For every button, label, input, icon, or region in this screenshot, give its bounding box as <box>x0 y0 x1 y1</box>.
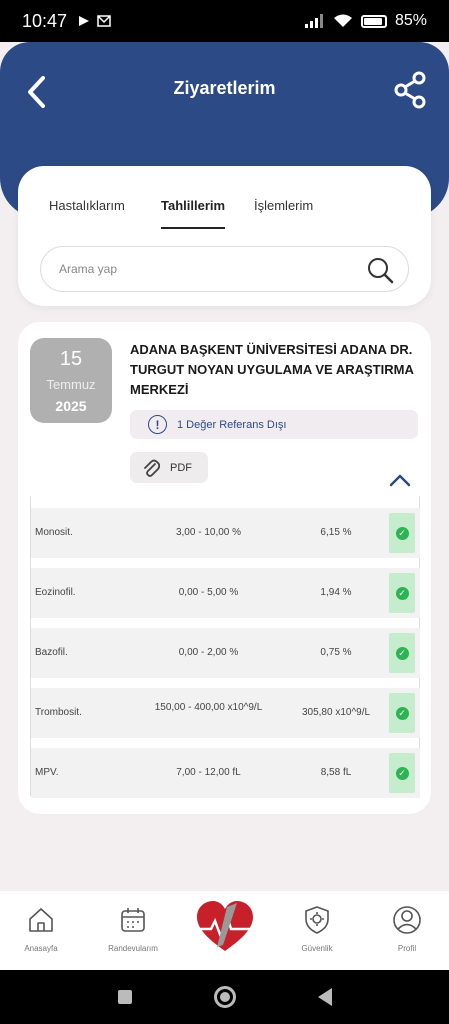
tab-tahlillerim[interactable]: Tahlillerim <box>161 198 226 213</box>
table-row <box>31 688 420 738</box>
tabs-card <box>18 166 431 306</box>
test-name: Eozinofil. <box>35 587 76 598</box>
test-value: 0,75 % <box>320 647 352 658</box>
check-icon: ✓ <box>396 647 409 660</box>
check-icon: ✓ <box>396 527 409 540</box>
page-title: Ziyaretlerim <box>173 78 276 98</box>
hospital-name: ADANA BAŞKENT ÜNİVERSİTESİ ADANA DR. TURGUT NOYAN UYGULAMA VE ARAŞTIRMA MERKEZİ <box>130 342 414 397</box>
paperclip-icon <box>142 458 160 478</box>
table-row <box>31 508 420 558</box>
search-placeholder: Arama yap <box>59 262 118 276</box>
test-name: Bazofil. <box>35 647 68 658</box>
system-nav-bar <box>0 970 449 1024</box>
notification-icon <box>77 14 91 28</box>
calendar-icon <box>118 905 148 935</box>
status-bar <box>0 0 449 42</box>
test-range: 7,00 - 12,00 fL <box>176 767 241 778</box>
bottom-nav <box>0 890 449 970</box>
chevron-up-icon[interactable] <box>388 470 412 490</box>
notification-icons <box>77 14 111 28</box>
pdf-button[interactable] <box>130 452 208 483</box>
check-icon: ✓ <box>396 707 409 720</box>
test-range: 0,00 - 5,00 % <box>178 587 239 598</box>
status-indicator <box>389 753 415 793</box>
check-icon: ✓ <box>396 587 409 600</box>
share-button[interactable] <box>393 70 429 110</box>
test-value: 1,94 % <box>320 587 352 598</box>
date-box <box>30 338 112 423</box>
active-tab-indicator <box>161 227 225 229</box>
reference-badge-text: 1 Değer Referans Dışı <box>177 418 287 431</box>
nav-item-profil[interactable] <box>367 905 447 953</box>
nav-item-heart-logo[interactable] <box>185 899 265 955</box>
test-value: 305,80 x10^9/L <box>301 707 371 718</box>
test-value: 6,15 % <box>320 527 352 538</box>
test-range: 150,00 - 400,00 x10^9/L <box>154 702 263 713</box>
nav-item-randevularim[interactable] <box>93 905 173 953</box>
profile-icon <box>392 905 422 935</box>
status-indicator <box>389 573 415 613</box>
reference-badge[interactable] <box>130 410 418 439</box>
test-range: 3,00 - 10,00 % <box>175 527 242 538</box>
visit-year: 2025 <box>55 398 87 414</box>
home-button-icon[interactable] <box>214 986 236 1008</box>
test-range: 0,00 - 2,00 % <box>178 647 239 658</box>
heart-logo-icon <box>193 899 257 955</box>
test-name: MPV. <box>35 767 59 778</box>
table-row <box>31 628 420 678</box>
status-indicator <box>389 513 415 553</box>
battery-level: 85% <box>394 12 427 29</box>
visit-card <box>18 322 431 814</box>
battery-icon <box>361 15 387 28</box>
table-row <box>31 748 420 798</box>
nav-label: Güvenlik <box>301 944 333 953</box>
table-row <box>31 568 420 618</box>
nav-item-anasayfa[interactable] <box>1 905 81 953</box>
visit-month: Temmuz <box>46 377 96 392</box>
search-input[interactable] <box>40 246 409 292</box>
visit-day: 15 <box>59 348 83 370</box>
status-time: 10:47 <box>22 10 68 31</box>
check-icon: ✓ <box>396 767 409 780</box>
test-name: Trombosit. <box>35 707 82 718</box>
wifi-icon <box>333 14 353 28</box>
test-value: 8,58 fL <box>320 767 352 778</box>
nav-label: Randevularım <box>108 944 158 953</box>
recent-apps-icon[interactable] <box>118 990 132 1004</box>
status-indicator <box>389 633 415 673</box>
mail-icon <box>97 15 111 27</box>
results-table <box>30 496 420 796</box>
tab-hastaliklarim[interactable]: Hastalıklarım <box>49 198 125 213</box>
shield-gear-icon <box>302 905 332 935</box>
pdf-label: PDF <box>170 461 192 474</box>
search-icon[interactable] <box>366 256 394 284</box>
nav-label: Profil <box>397 944 417 953</box>
nav-label: Anasayfa <box>24 944 58 953</box>
test-name: Monosit. <box>35 527 73 538</box>
status-indicator <box>389 693 415 733</box>
home-icon <box>26 905 56 935</box>
share-icon <box>393 70 429 110</box>
signal-icon <box>305 14 325 28</box>
back-triangle-icon[interactable] <box>318 988 332 1006</box>
tab-islemlerim[interactable]: İşlemlerim <box>254 198 314 213</box>
nav-item-guvenlik[interactable] <box>277 905 357 953</box>
info-icon: ! <box>148 415 167 434</box>
